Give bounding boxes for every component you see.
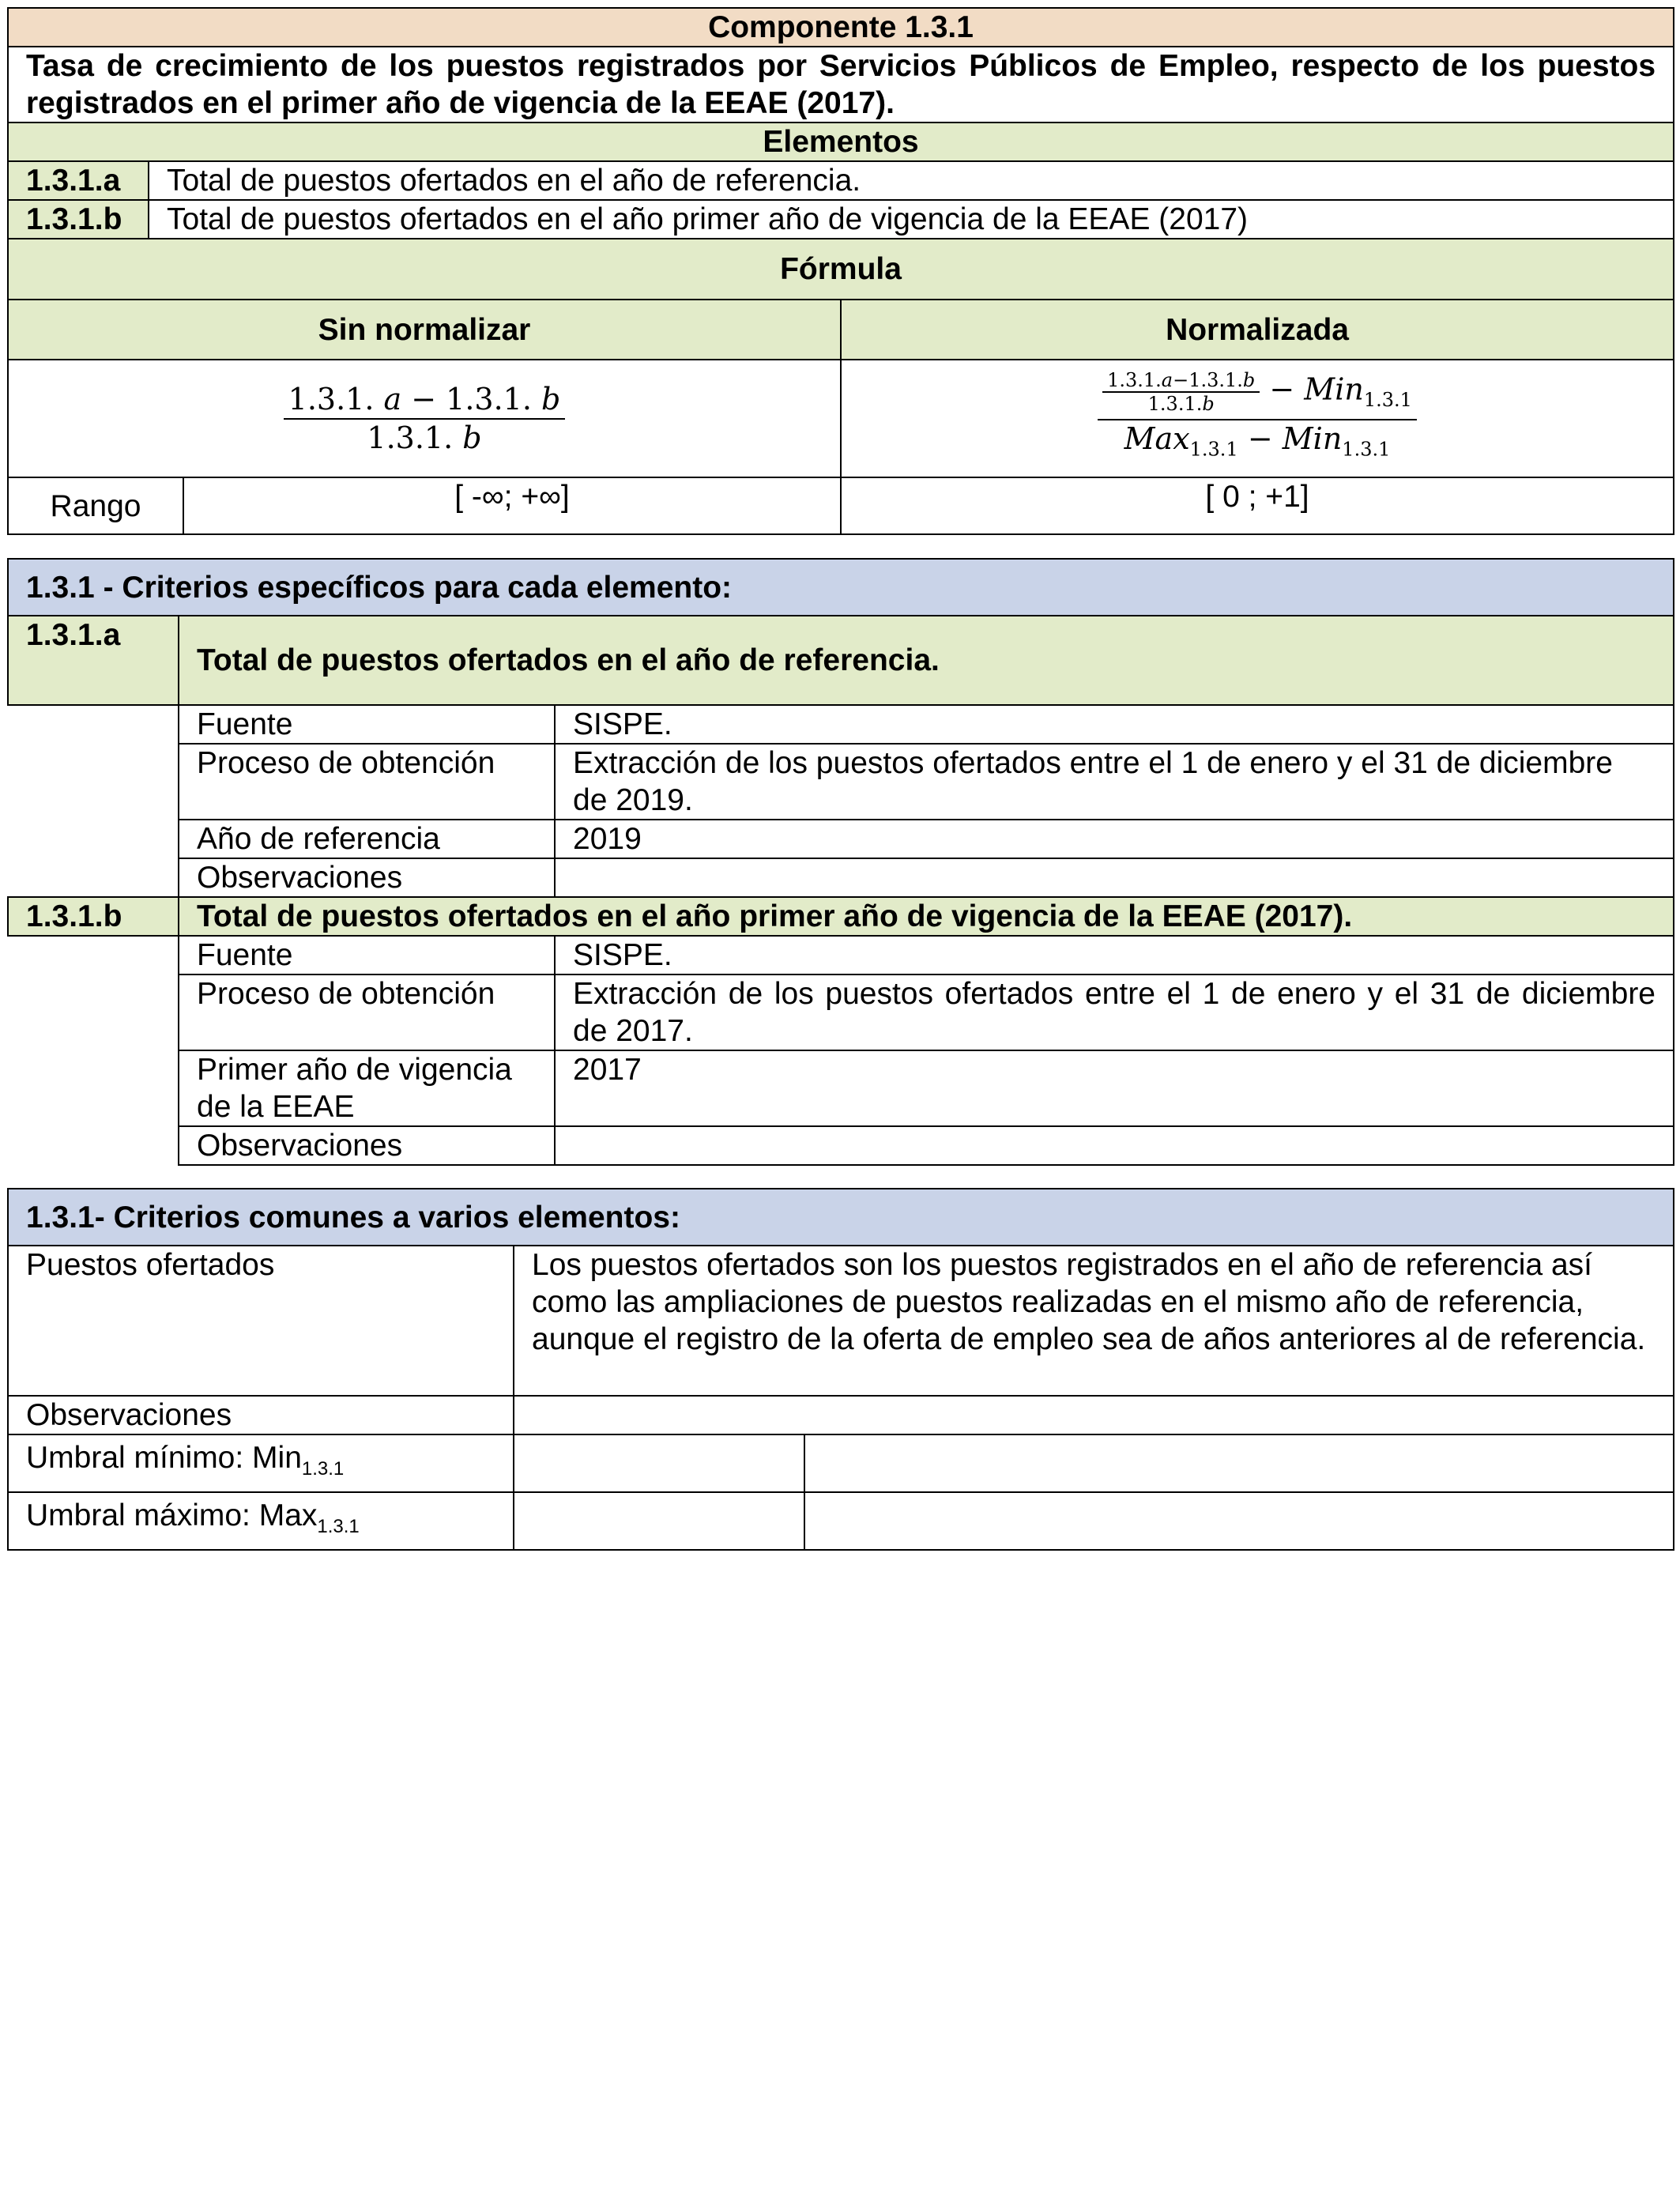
norm-max: 𝑀𝑎𝑥 xyxy=(1124,420,1190,456)
norm-fraction xyxy=(1098,369,1417,469)
common-criteria-header: 1.3.1- Criterios comunes a varios elementos: xyxy=(8,1189,1674,1246)
b-value-primer-anio: 2017 xyxy=(555,1050,1674,1126)
norm-inner-numerator: 1.3.1.𝑎−1.3.1.𝑏 xyxy=(1107,368,1256,391)
specific-criteria-table xyxy=(7,558,1674,1166)
formula-normalized xyxy=(841,360,1674,477)
element-b-title: Total de puestos ofertados en el año primer año de vigencia de la EEAE (2017). xyxy=(179,897,1674,936)
formula-raw xyxy=(8,360,841,477)
a-value-proceso: Extracción de los puestos ofertados entre el 1 de enero y el 31 de diciembre de 2019. xyxy=(555,744,1674,820)
umbral-maximo-label xyxy=(8,1492,514,1550)
common-criteria-table xyxy=(7,1188,1674,1551)
raw-denominator: 1.3.1. 𝑏 xyxy=(284,418,566,457)
umbral-minimo-label xyxy=(8,1434,514,1492)
norm-denominator xyxy=(1098,419,1417,469)
b-label-primer-anio: Primer año de vigencia de la EEAE xyxy=(179,1050,555,1126)
range-normalized: [ 0 ; +1] xyxy=(841,477,1674,534)
col-sin-normalizar: Sin normalizar xyxy=(8,300,841,360)
umbral-maximo-value xyxy=(514,1492,804,1550)
spacer-a xyxy=(8,705,179,897)
norm-numerator xyxy=(1098,369,1417,419)
norm-sub-3: 1.3.1 xyxy=(1342,438,1391,461)
common-observaciones-label: Observaciones xyxy=(8,1396,514,1434)
spacer-b xyxy=(8,936,179,1165)
umbral-maximo-text: Umbral máximo: Max xyxy=(26,1498,318,1533)
norm-inner-fraction xyxy=(1102,369,1260,415)
umbral-maximo-sub: 1.3.1 xyxy=(317,1515,360,1537)
puestos-ofertados-value: Los puestos ofertados son los puestos registrados en el año de referencia así como las ampliaciones de puestos realizadas en el mismo año de referencia, aunque el registro de la oferta de empleo sea de años anteriores al de referencia. xyxy=(514,1246,1674,1396)
norm-sub-1: 1.3.1 xyxy=(1363,388,1412,411)
a-label-observaciones: Observaciones xyxy=(179,858,555,897)
umbral-minimo-sub: 1.3.1 xyxy=(301,1457,345,1480)
b-value-fuente: SISPE. xyxy=(555,936,1674,974)
a-label-proceso: Proceso de obtención xyxy=(179,744,555,820)
puestos-ofertados-label: Puestos ofertados xyxy=(8,1246,514,1396)
raw-fraction xyxy=(284,381,566,457)
raw-numerator: 1.3.1. 𝑎 − 1.3.1. 𝑏 xyxy=(288,381,561,417)
norm-min: 𝑀𝑖𝑛 xyxy=(1282,420,1343,456)
b-value-observaciones xyxy=(555,1126,1674,1165)
b-label-fuente: Fuente xyxy=(179,936,555,974)
specific-criteria-header: 1.3.1 - Criterios específicos para cada elemento: xyxy=(8,559,1674,616)
element-a-title: Total de puestos ofertados en el año de referencia. xyxy=(179,616,1674,705)
component-table xyxy=(7,7,1674,535)
range-label: Rango xyxy=(8,477,183,534)
a-value-observaciones xyxy=(555,858,1674,897)
a-value-anio: 2019 xyxy=(555,820,1674,858)
common-observaciones-value xyxy=(514,1396,1674,1434)
umbral-maximo-extra xyxy=(804,1492,1674,1550)
range-raw: [ -∞; +∞] xyxy=(183,477,841,534)
element-code-b: 1.3.1.b xyxy=(8,200,149,239)
element-code-a: 1.3.1.a xyxy=(8,161,149,200)
norm-minus: − xyxy=(1247,420,1273,456)
element-text-b: Total de puestos ofertados en el año primer año de vigencia de la EEAE (2017) xyxy=(149,200,1674,239)
b-value-proceso: Extracción de los puestos ofertados entre el 1 de enero y el 31 de diciembre de 2017. xyxy=(555,974,1674,1050)
col-normalizada: Normalizada xyxy=(841,300,1674,360)
formula-header: Fórmula xyxy=(8,239,1674,300)
norm-sub-2: 1.3.1 xyxy=(1189,438,1238,461)
b-label-observaciones: Observaciones xyxy=(179,1126,555,1165)
element-a-code: 1.3.1.a xyxy=(8,616,179,705)
b-label-proceso: Proceso de obtención xyxy=(179,974,555,1050)
a-value-fuente: SISPE. xyxy=(555,705,1674,744)
a-label-anio: Año de referencia xyxy=(179,820,555,858)
element-text-a: Total de puestos ofertados en el año de referencia. xyxy=(149,161,1674,200)
umbral-minimo-value xyxy=(514,1434,804,1492)
norm-inner-denominator: 1.3.1.𝑏 xyxy=(1102,391,1260,415)
umbral-minimo-extra xyxy=(804,1434,1674,1492)
a-label-fuente: Fuente xyxy=(179,705,555,744)
component-description: Tasa de crecimiento de los puestos registrados por Servicios Públicos de Empleo, respecto de los puestos registrados en el primer año de vigencia de la EEAE (2017). xyxy=(8,47,1674,123)
component-title: Componente 1.3.1 xyxy=(8,8,1674,47)
umbral-minimo-text: Umbral mínimo: Min xyxy=(26,1441,302,1476)
elements-header: Elementos xyxy=(8,123,1674,161)
norm-minus-min: − 𝑀𝑖𝑛 xyxy=(1269,371,1364,407)
element-b-code: 1.3.1.b xyxy=(8,897,179,936)
